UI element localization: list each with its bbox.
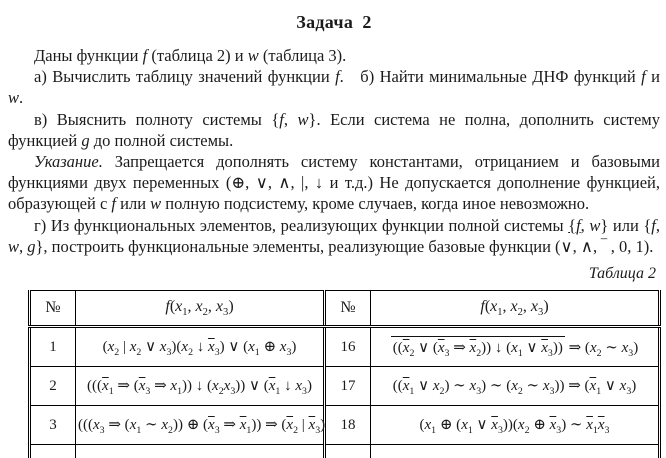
paragraph-given: Даны функции f (таблица 2) и w (таблица 3). [34, 46, 347, 65]
table-caption: Таблица 2 [588, 265, 656, 283]
formula-cell [371, 445, 660, 458]
problem-table [28, 290, 661, 458]
formula-cell: (($\overline{x}_2$ ∨ ($\overline{x}_3$ ⇒ $\overline{x}_2$)) ↓ ($x_1$ ∨ $\overline{x}_3$)) ⇒ ($x_2$ ∼ $x_3$) [371, 327, 660, 367]
row-number-cell: 2 [30, 367, 76, 406]
paragraph-task-g: г) Из функциональных элементов, реализующих функции полной системы {f, w} или {f, w, g}, построить функциональные элементы, реализующие базовые функции (∨, ∧, ‾ , 0, 1). [8, 215, 660, 256]
table-row [30, 327, 660, 367]
row-number-cell [30, 445, 76, 458]
formula-cell: (($\overline{x}_1$ ∨ $x_2$) ∼ $x_3$) ∼ ($x_2$ ∼ $x_3$)) ⇒ ($\overline{x}_1$ ∨ $x_3$) [371, 367, 660, 406]
formula-cell: ((($\overline{x}_1$ ⇒ ($\overline{x}_3$ ⇒ $x_1$)) ↓ $(x_2x_3)$) ∨ ($\overline{x}_1$ ↓ $x_3$) [76, 367, 325, 406]
problem-table-body [30, 327, 660, 458]
row-number-cell: 1 [30, 327, 76, 367]
row-number-cell: 18 [325, 406, 371, 445]
row-number-cell: 3 [30, 406, 76, 445]
table-row [30, 367, 660, 406]
paragraph-task-ab: а) Вычислить таблицу значений функции f. б) Найти минимальные ДНФ функций f и w. [8, 67, 660, 108]
problem-table-header [30, 291, 660, 327]
col-header-f-right: $f(x_1$, $x_2$, $x_3$) [371, 291, 660, 327]
page-title: Задача 2 [296, 12, 372, 32]
col-header-f-left: $f(x_1$, $x_2$, $x_3$) [76, 291, 325, 327]
col-header-no-left: № [30, 291, 76, 327]
formula-cell: ((($x_3$ ⇒ ($x_1$ ∼ $x_2$)) ⊕ ($\overline{x}_3$ ⇒ $\overline{x}_1$)) ⇒ ($\overline{x}_2$ | $\overline{x}_3$) [76, 406, 325, 445]
row-number-cell [325, 445, 371, 458]
table-row [30, 406, 660, 445]
formula-cell: ($x_2$ | $x_2$ ∨ $x_3)(x_2$ ↓ $\overline{x}_3$) ∨ ($x_1$ ⊕ $x_3$) [76, 327, 325, 367]
header-row [30, 291, 660, 327]
row-number-cell: 17 [325, 367, 371, 406]
row-number-cell: 16 [325, 327, 371, 367]
table-row [30, 445, 660, 458]
paragraph-note: Указание. Запрещается дополнять систему константами, отрицанием и базовыми функциями двух переменных (⊕, ∨, ∧, |, ↓ и т.д.) Не допускается дополнение функцией, образующей с f или w полную подсистему, кроме случаев, когда иное невозможно. [8, 152, 660, 214]
paragraph-task-v: в) Выяснить полноту системы {f, w}. Если система не полна, дополнить систему функцией g до полной системы. [8, 109, 660, 150]
formula-cell [76, 445, 325, 458]
formula-cell: ($x_1$ ⊕ ($x_1$ ∨ $\overline{x}_3))(x_2$ ⊕ $\overline{x}_3$) ∼ $\overline{x}_1\overline{x}_3$ [371, 406, 660, 445]
col-header-no-right: № [325, 291, 371, 327]
